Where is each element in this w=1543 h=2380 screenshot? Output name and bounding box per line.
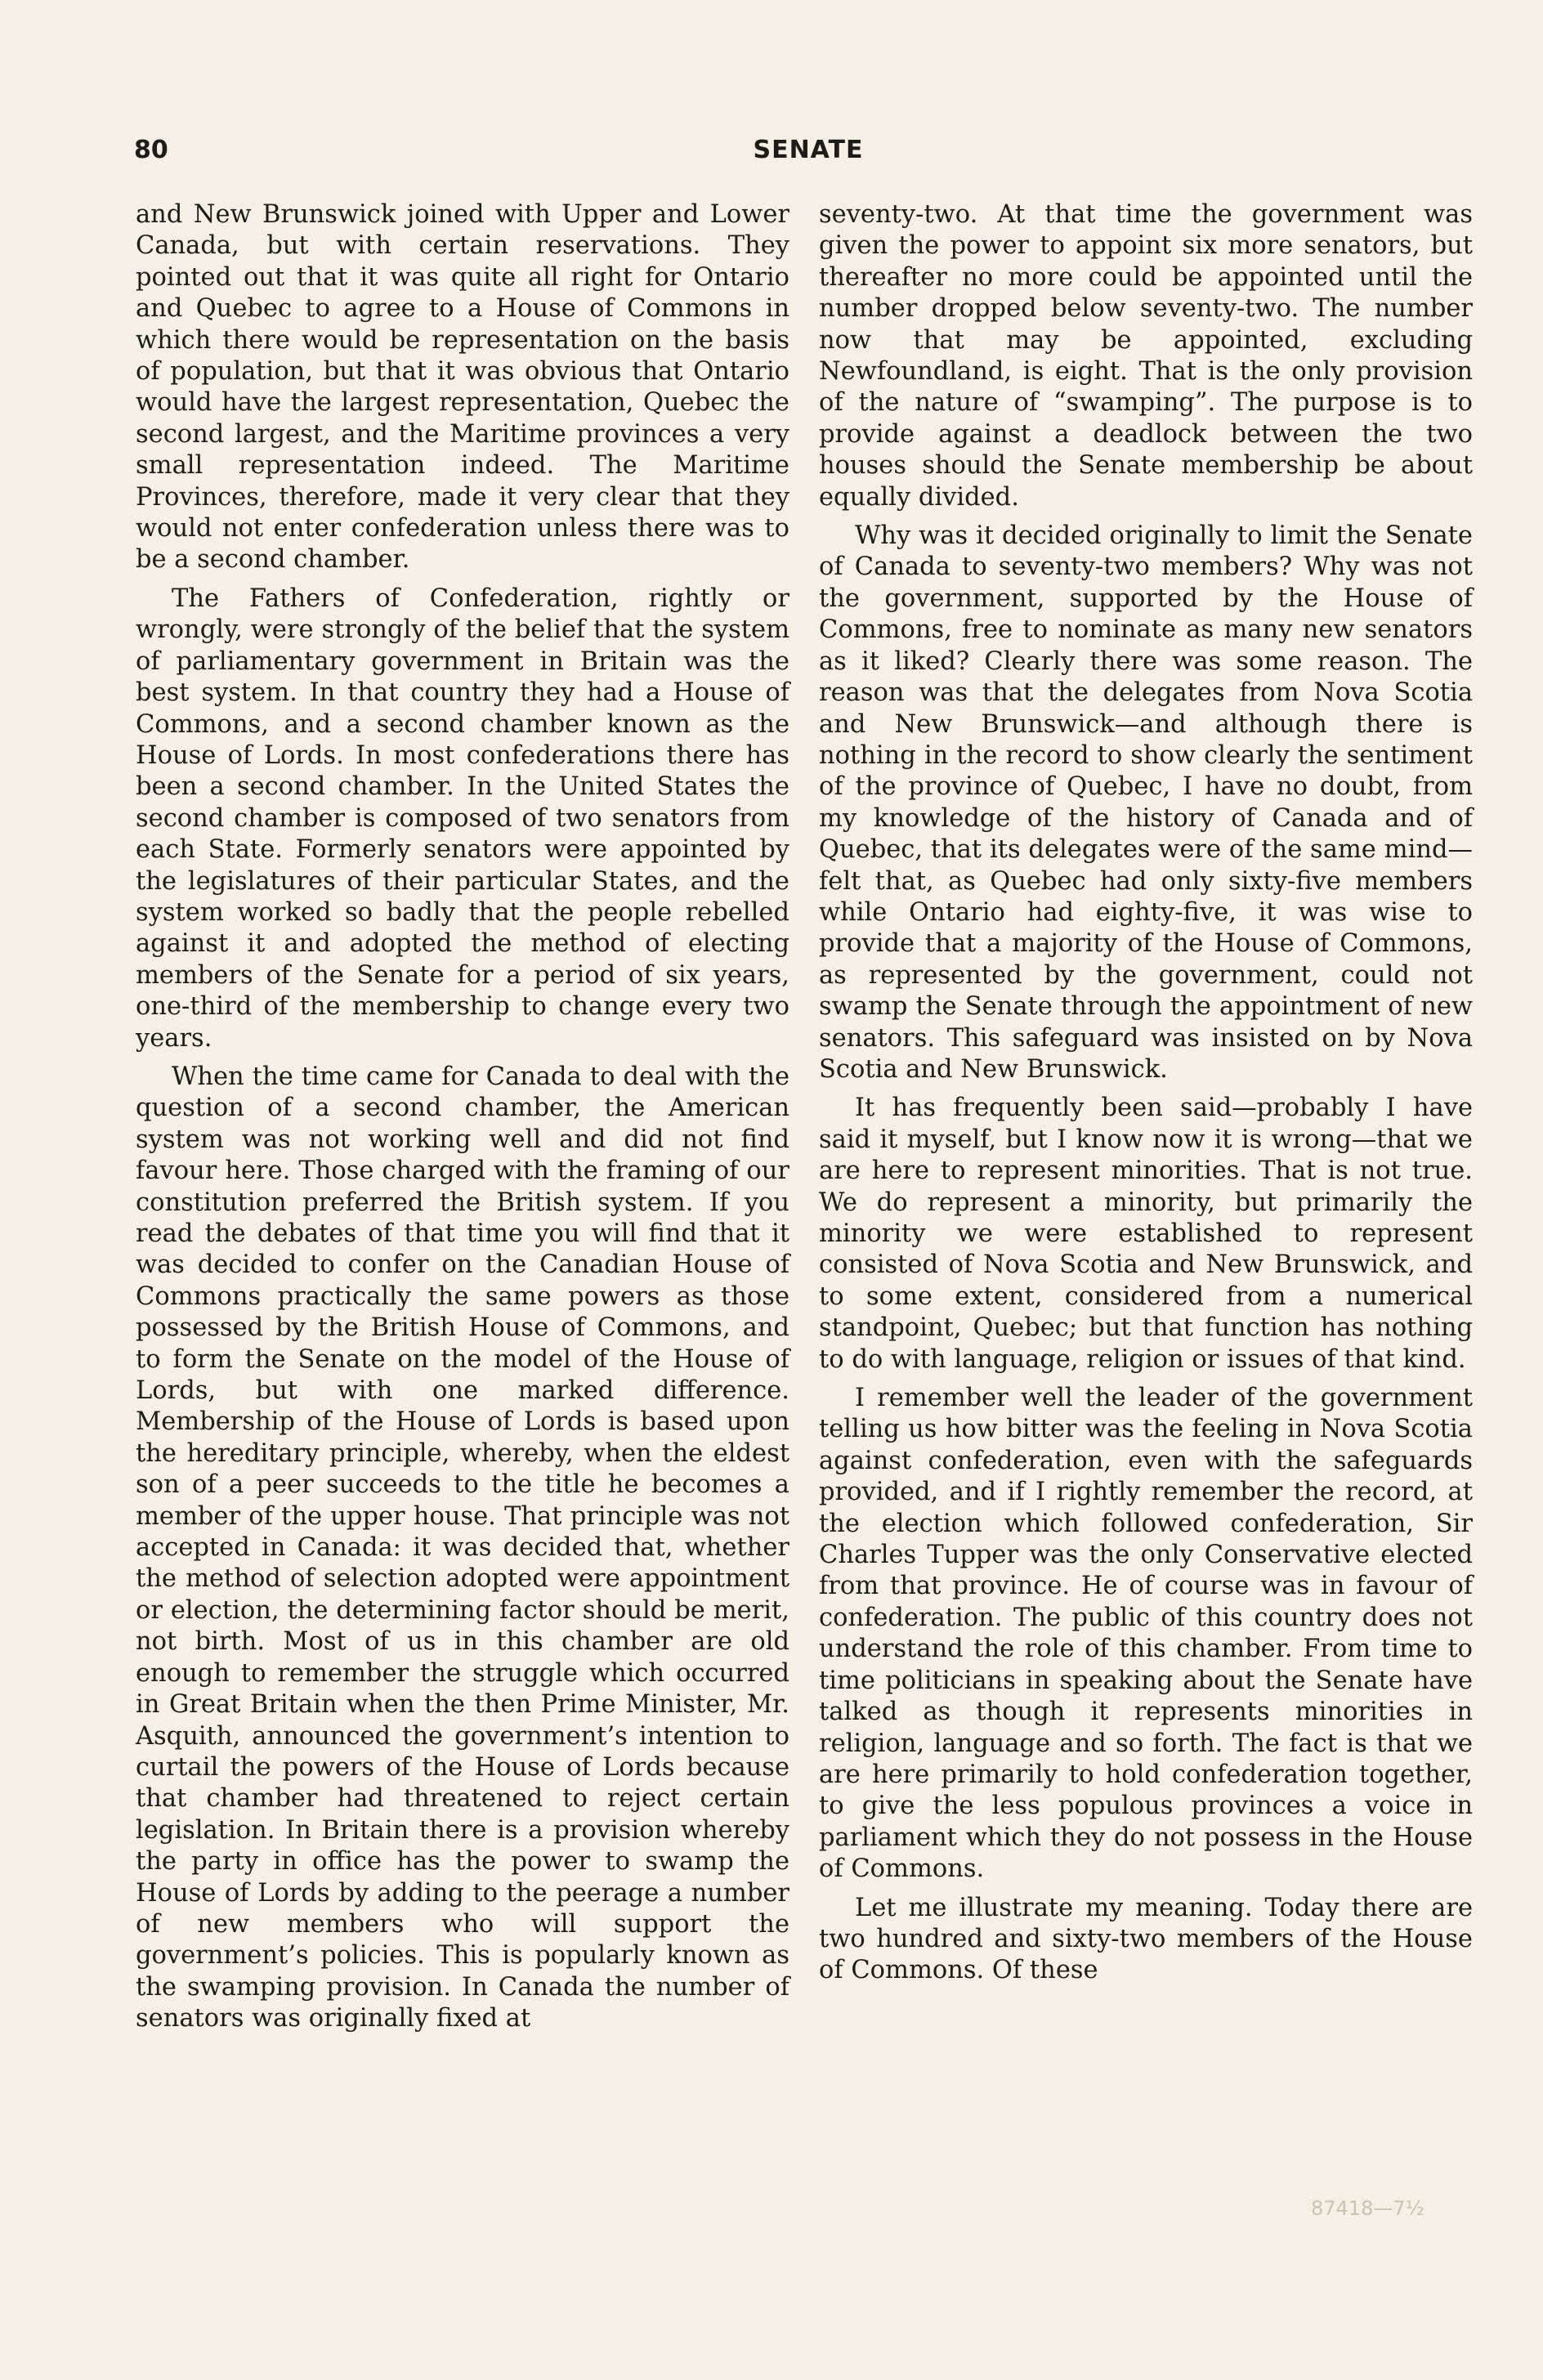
page-header — [134, 136, 1483, 172]
paragraph: seventy-two. At that time the government was given the power to appoint six more senators, but thereafter no more could be appointed until the number dropped below seventy-two. The number now that may be appointed, excluding Newfoundland, is eight. That is the only provision of the nature of “swamping”. The purpose is to provide against a deadlock between the two houses should the Senate membership be about equally divided. — [819, 200, 1473, 512]
right-column — [819, 199, 1473, 1994]
running-head: SENATE — [753, 136, 864, 164]
paragraph: and New Brunswick joined with Upper and Lower Canada, but with certain reservations. They pointed out that it was quite all right for Ontario and Quebec to agree to a House of Commons in which there would be representation on the basis of population, but that it was obvious that Ontario would have the largest representation, Quebec the second largest, and the Maritime provinces a very small representation indeed. The Maritime Provinces, therefore, made it very clear that they would not enter confederation unless there was to be a second chamber. — [136, 200, 789, 575]
left-column — [136, 199, 789, 2042]
paragraph: Why was it decided originally to limit the Senate of Canada to seventy-two members? Why was not the government, supported by the House of Commons, free to nominate as many new senators as it liked? Clearly there was some reason. The reason was that the delegates from Nova Scotia and New Brunswick—and although there is nothing in the record to show clearly the sentiment of the province of Quebec, I have no doubt, from my knowledge of the history of Canada and of Quebec, that its delegates were of the same mind—felt that, as Quebec had only sixty-five members while Ontario had eighty-five, it was wise to provide that a majority of the House of Commons, as represented by the government, could not swamp the Senate through the appointment of new senators. This safeguard was insisted on by Nova Scotia and New Brunswick. — [819, 521, 1473, 1084]
print-mark: 87418—7½ — [1311, 2197, 1424, 2220]
paragraph: When the time came for Canada to deal with the question of a second chamber, the American system was not working well and did not find favour here. Those charged with the framing of our constitution preferred the British system. If you read the debates of that time you will find that it was decided to confer on the Canadian House of Commons practically the same powers as those possessed by the British House of Commons, and to form the Senate on the model of the House of Lords, but with one marked difference. Membership of the House of Lords is based upon the hereditary principle, whereby, when the eldest son of a peer succeeds to the title he becomes a member of the upper house. That principle was not accepted in Canada: it was decided that, whether the method of selection adopted were appointment or election, the determining factor should be merit, not birth. Most of us in this chamber are old enough to remember the struggle which occurred in Great Britain when the then Prime Minister, Mr. Asquith, announced the government’s intention to curtail the powers of the House of Lords because that chamber had threatened to reject certain legislation. In Britain there is a provision whereby the party in office has the power to swamp the House of Lords by adding to the peerage a number of new members who will support the government’s policies. This is popularly known as the swamping provision. In Canada the number of senators was originally fixed at — [136, 1062, 789, 2033]
page-number: 80 — [134, 136, 168, 164]
paragraph: I remember well the leader of the government telling us how bitter was the feeling in Nova Scotia against confederation, even with the safeguards provided, and if I rightly remember the record, at the election which followed confederation, Sir Charles Tupper was the only Conservative elected from that province. He of course was in favour of confederation. The public of this country does not understand the role of this chamber. From time to time politicians in speaking about the Senate have talked as though it represents minorities in religion, language and so forth. The fact is that we are here primarily to hold confederation together, to give the less populous provinces a voice in parliament which they do not possess in the House of Commons. — [819, 1384, 1473, 1884]
paragraph: It has frequently been said—probably I have said it myself, but I know now it is wrong—that we are here to represent minorities. That is not true. We do represent a minority, but primarily the minority we were established to represent consisted of Nova Scotia and New Brunswick, and to some extent, considered from a numerical standpoint, Quebec; but that function has nothing to do with language, religion or issues of that kind. — [819, 1094, 1473, 1374]
paragraph: The Fathers of Confederation, rightly or wrongly, were strongly of the belief that the system of parliamentary government in Britain was the best system. In that country they had a House of Commons, and a second chamber known as the House of Lords. In most confederations there has been a second chamber. In the United States the second chamber is composed of two senators from each State. Formerly senators were appointed by the legislatures of their particular States, and the system worked so badly that the people rebelled against it and adopted the method of electing members of the Senate for a period of six years, one-third of the membership to change every two years. — [136, 584, 789, 1053]
paragraph: Let me illustrate my meaning. Today there are two hundred and sixty-two members of the House of Commons. Of these — [819, 1893, 1473, 1985]
